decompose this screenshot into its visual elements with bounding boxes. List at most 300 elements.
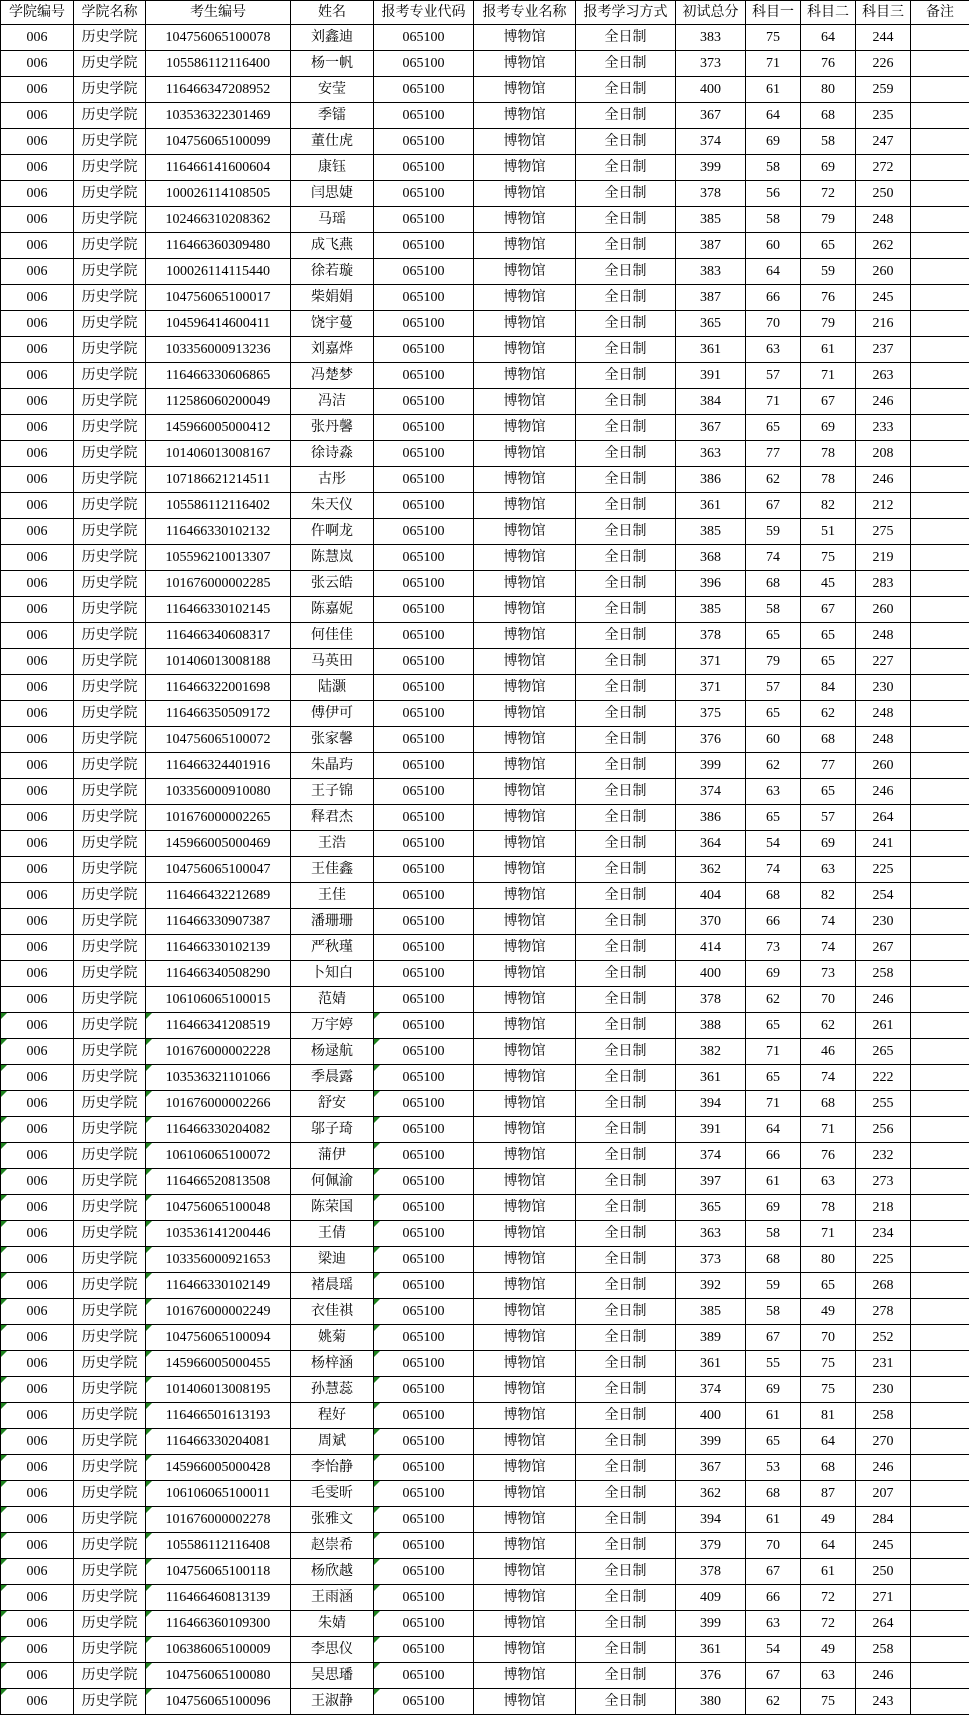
cell-name[interactable]: 范婧: [291, 987, 374, 1013]
cell-subject1[interactable]: 62: [746, 987, 801, 1013]
cell-subject1[interactable]: 79: [746, 649, 801, 675]
cell-college_name[interactable]: 历史学院: [74, 1117, 146, 1143]
cell-name[interactable]: 杨逯航: [291, 1039, 374, 1065]
cell-candidate_no[interactable]: 101406013008188: [146, 649, 291, 675]
cell-remark[interactable]: [911, 1247, 969, 1273]
cell-total[interactable]: 385: [676, 597, 746, 623]
cell-college_code[interactable]: 006: [1, 1247, 74, 1273]
cell-major_code[interactable]: 065100: [374, 1481, 474, 1507]
cell-college_code[interactable]: 006: [1, 363, 74, 389]
cell-major_name[interactable]: 博物馆: [474, 467, 576, 493]
cell-major_code[interactable]: 065100: [374, 337, 474, 363]
cell-name[interactable]: 古彤: [291, 467, 374, 493]
cell-major_code[interactable]: 065100: [374, 1247, 474, 1273]
cell-subject3[interactable]: 265: [856, 1039, 911, 1065]
cell-subject2[interactable]: 68: [801, 1455, 856, 1481]
cell-remark[interactable]: [911, 415, 969, 441]
cell-college_code[interactable]: 006: [1, 1117, 74, 1143]
cell-candidate_no[interactable]: 106106065100072: [146, 1143, 291, 1169]
cell-candidate_no[interactable]: 116466341208519: [146, 1013, 291, 1039]
cell-study_mode[interactable]: 全日制: [576, 1533, 676, 1559]
cell-subject1[interactable]: 64: [746, 103, 801, 129]
cell-name[interactable]: 饶宇蔓: [291, 311, 374, 337]
cell-major_code[interactable]: 065100: [374, 363, 474, 389]
cell-major_name[interactable]: 博物馆: [474, 389, 576, 415]
cell-college_code[interactable]: 006: [1, 25, 74, 51]
cell-subject2[interactable]: 79: [801, 311, 856, 337]
cell-subject2[interactable]: 62: [801, 1013, 856, 1039]
cell-subject3[interactable]: 232: [856, 1143, 911, 1169]
cell-candidate_no[interactable]: 103356000910080: [146, 779, 291, 805]
cell-candidate_no[interactable]: 145966005000469: [146, 831, 291, 857]
cell-candidate_no[interactable]: 106386065100009: [146, 1637, 291, 1663]
cell-college_code[interactable]: 006: [1, 1611, 74, 1637]
cell-subject3[interactable]: 256: [856, 1117, 911, 1143]
cell-major_name[interactable]: 博物馆: [474, 233, 576, 259]
cell-subject1[interactable]: 65: [746, 1065, 801, 1091]
cell-college_code[interactable]: 006: [1, 207, 74, 233]
cell-major_code[interactable]: 065100: [374, 233, 474, 259]
cell-major_name[interactable]: 博物馆: [474, 51, 576, 77]
cell-major_code[interactable]: 065100: [374, 1013, 474, 1039]
cell-college_code[interactable]: 006: [1, 519, 74, 545]
cell-subject2[interactable]: 77: [801, 753, 856, 779]
cell-candidate_no[interactable]: 116466330102145: [146, 597, 291, 623]
cell-study_mode[interactable]: 全日制: [576, 285, 676, 311]
cell-name[interactable]: 刘鑫迪: [291, 25, 374, 51]
cell-college_code[interactable]: 006: [1, 1689, 74, 1715]
cell-study_mode[interactable]: 全日制: [576, 363, 676, 389]
cell-subject3[interactable]: 208: [856, 441, 911, 467]
cell-remark[interactable]: [911, 441, 969, 467]
cell-subject2[interactable]: 59: [801, 259, 856, 285]
cell-college_code[interactable]: 006: [1, 623, 74, 649]
cell-study_mode[interactable]: 全日制: [576, 675, 676, 701]
cell-subject1[interactable]: 71: [746, 389, 801, 415]
cell-name[interactable]: 梁迪: [291, 1247, 374, 1273]
cell-college_code[interactable]: 006: [1, 77, 74, 103]
cell-major_name[interactable]: 博物馆: [474, 1299, 576, 1325]
cell-study_mode[interactable]: 全日制: [576, 207, 676, 233]
cell-college_name[interactable]: 历史学院: [74, 311, 146, 337]
cell-candidate_no[interactable]: 105596210013307: [146, 545, 291, 571]
cell-total[interactable]: 400: [676, 77, 746, 103]
cell-candidate_no[interactable]: 116466322001698: [146, 675, 291, 701]
cell-study_mode[interactable]: 全日制: [576, 155, 676, 181]
cell-college_name[interactable]: 历史学院: [74, 1507, 146, 1533]
cell-major_code[interactable]: 065100: [374, 1663, 474, 1689]
cell-major_code[interactable]: 065100: [374, 883, 474, 909]
cell-subject2[interactable]: 58: [801, 129, 856, 155]
cell-subject3[interactable]: 246: [856, 1455, 911, 1481]
cell-total[interactable]: 361: [676, 337, 746, 363]
cell-name[interactable]: 徐诗淼: [291, 441, 374, 467]
cell-subject1[interactable]: 60: [746, 233, 801, 259]
cell-subject3[interactable]: 252: [856, 1325, 911, 1351]
cell-subject3[interactable]: 258: [856, 1637, 911, 1663]
cell-total[interactable]: 391: [676, 363, 746, 389]
cell-college_code[interactable]: 006: [1, 155, 74, 181]
cell-subject1[interactable]: 69: [746, 1195, 801, 1221]
cell-remark[interactable]: [911, 935, 969, 961]
cell-subject2[interactable]: 80: [801, 1247, 856, 1273]
cell-name[interactable]: 褚晨瑶: [291, 1273, 374, 1299]
cell-study_mode[interactable]: 全日制: [576, 441, 676, 467]
cell-study_mode[interactable]: 全日制: [576, 1689, 676, 1715]
cell-subject3[interactable]: 230: [856, 675, 911, 701]
cell-candidate_no[interactable]: 100026114115440: [146, 259, 291, 285]
cell-study_mode[interactable]: 全日制: [576, 1039, 676, 1065]
cell-subject3[interactable]: 219: [856, 545, 911, 571]
cell-total[interactable]: 365: [676, 311, 746, 337]
cell-study_mode[interactable]: 全日制: [576, 1559, 676, 1585]
cell-college_code[interactable]: 006: [1, 285, 74, 311]
cell-subject2[interactable]: 46: [801, 1039, 856, 1065]
cell-major_code[interactable]: 065100: [374, 1611, 474, 1637]
cell-college_name[interactable]: 历史学院: [74, 1611, 146, 1637]
cell-subject2[interactable]: 76: [801, 285, 856, 311]
cell-major_name[interactable]: 博物馆: [474, 909, 576, 935]
cell-subject1[interactable]: 55: [746, 1351, 801, 1377]
cell-college_name[interactable]: 历史学院: [74, 1221, 146, 1247]
cell-subject3[interactable]: 248: [856, 727, 911, 753]
cell-study_mode[interactable]: 全日制: [576, 233, 676, 259]
cell-name[interactable]: 傅伊可: [291, 701, 374, 727]
cell-college_code[interactable]: 006: [1, 233, 74, 259]
cell-subject1[interactable]: 67: [746, 1663, 801, 1689]
cell-major_code[interactable]: 065100: [374, 311, 474, 337]
cell-college_code[interactable]: 006: [1, 51, 74, 77]
cell-subject3[interactable]: 271: [856, 1585, 911, 1611]
cell-study_mode[interactable]: 全日制: [576, 805, 676, 831]
column-header-college_name[interactable]: 学院名称: [74, 1, 146, 25]
cell-total[interactable]: 374: [676, 779, 746, 805]
cell-study_mode[interactable]: 全日制: [576, 857, 676, 883]
cell-remark[interactable]: [911, 987, 969, 1013]
cell-remark[interactable]: [911, 285, 969, 311]
cell-remark[interactable]: [911, 1403, 969, 1429]
cell-total[interactable]: 385: [676, 519, 746, 545]
cell-subject1[interactable]: 53: [746, 1455, 801, 1481]
cell-subject2[interactable]: 82: [801, 493, 856, 519]
cell-college_code[interactable]: 006: [1, 857, 74, 883]
cell-college_code[interactable]: 006: [1, 1299, 74, 1325]
cell-major_code[interactable]: 065100: [374, 571, 474, 597]
cell-remark[interactable]: [911, 753, 969, 779]
cell-subject2[interactable]: 82: [801, 883, 856, 909]
cell-study_mode[interactable]: 全日制: [576, 1247, 676, 1273]
cell-study_mode[interactable]: 全日制: [576, 1663, 676, 1689]
cell-subject2[interactable]: 49: [801, 1507, 856, 1533]
cell-subject3[interactable]: 272: [856, 155, 911, 181]
cell-major_code[interactable]: 065100: [374, 1403, 474, 1429]
cell-college_code[interactable]: 006: [1, 467, 74, 493]
cell-subject2[interactable]: 84: [801, 675, 856, 701]
cell-name[interactable]: 舒安: [291, 1091, 374, 1117]
cell-subject2[interactable]: 51: [801, 519, 856, 545]
cell-remark[interactable]: [911, 103, 969, 129]
cell-subject2[interactable]: 74: [801, 935, 856, 961]
cell-study_mode[interactable]: 全日制: [576, 181, 676, 207]
cell-study_mode[interactable]: 全日制: [576, 389, 676, 415]
cell-college_name[interactable]: 历史学院: [74, 1455, 146, 1481]
cell-subject1[interactable]: 65: [746, 1013, 801, 1039]
cell-name[interactable]: 柴娟娟: [291, 285, 374, 311]
column-header-study_mode[interactable]: 报考学习方式: [576, 1, 676, 25]
cell-college_code[interactable]: 006: [1, 1065, 74, 1091]
cell-subject3[interactable]: 212: [856, 493, 911, 519]
cell-total[interactable]: 386: [676, 805, 746, 831]
cell-study_mode[interactable]: 全日制: [576, 1143, 676, 1169]
cell-total[interactable]: 396: [676, 571, 746, 597]
cell-subject2[interactable]: 61: [801, 337, 856, 363]
cell-subject2[interactable]: 49: [801, 1299, 856, 1325]
cell-subject2[interactable]: 64: [801, 1429, 856, 1455]
cell-major_code[interactable]: 065100: [374, 857, 474, 883]
cell-college_name[interactable]: 历史学院: [74, 805, 146, 831]
cell-remark[interactable]: [911, 649, 969, 675]
cell-subject2[interactable]: 68: [801, 1091, 856, 1117]
cell-study_mode[interactable]: 全日制: [576, 1091, 676, 1117]
cell-name[interactable]: 王佳: [291, 883, 374, 909]
cell-subject3[interactable]: 243: [856, 1689, 911, 1715]
cell-college_code[interactable]: 006: [1, 1143, 74, 1169]
cell-subject3[interactable]: 273: [856, 1169, 911, 1195]
cell-major_code[interactable]: 065100: [374, 1169, 474, 1195]
cell-subject1[interactable]: 68: [746, 1247, 801, 1273]
cell-remark[interactable]: [911, 259, 969, 285]
cell-subject2[interactable]: 78: [801, 467, 856, 493]
cell-major_name[interactable]: 博物馆: [474, 727, 576, 753]
cell-major_code[interactable]: 065100: [374, 649, 474, 675]
cell-major_code[interactable]: 065100: [374, 389, 474, 415]
cell-total[interactable]: 385: [676, 207, 746, 233]
cell-remark[interactable]: [911, 1013, 969, 1039]
cell-name[interactable]: 何佩渝: [291, 1169, 374, 1195]
cell-college_name[interactable]: 历史学院: [74, 259, 146, 285]
cell-major_name[interactable]: 博物馆: [474, 129, 576, 155]
cell-candidate_no[interactable]: 116466340508290: [146, 961, 291, 987]
cell-remark[interactable]: [911, 233, 969, 259]
cell-candidate_no[interactable]: 116466520813508: [146, 1169, 291, 1195]
cell-subject3[interactable]: 258: [856, 1403, 911, 1429]
cell-subject3[interactable]: 260: [856, 753, 911, 779]
cell-college_code[interactable]: 006: [1, 779, 74, 805]
cell-subject1[interactable]: 68: [746, 571, 801, 597]
cell-remark[interactable]: [911, 1169, 969, 1195]
cell-subject2[interactable]: 69: [801, 155, 856, 181]
cell-college_name[interactable]: 历史学院: [74, 857, 146, 883]
column-header-subject2[interactable]: 科目二: [801, 1, 856, 25]
cell-remark[interactable]: [911, 779, 969, 805]
cell-remark[interactable]: [911, 1585, 969, 1611]
cell-candidate_no[interactable]: 101676000002228: [146, 1039, 291, 1065]
cell-candidate_no[interactable]: 116466330204081: [146, 1429, 291, 1455]
cell-remark[interactable]: [911, 857, 969, 883]
cell-college_name[interactable]: 历史学院: [74, 675, 146, 701]
cell-college_name[interactable]: 历史学院: [74, 1533, 146, 1559]
cell-major_code[interactable]: 065100: [374, 103, 474, 129]
cell-total[interactable]: 400: [676, 1403, 746, 1429]
cell-college_code[interactable]: 006: [1, 1533, 74, 1559]
cell-major_code[interactable]: 065100: [374, 441, 474, 467]
cell-candidate_no[interactable]: 116466360109300: [146, 1611, 291, 1637]
cell-candidate_no[interactable]: 101406013008167: [146, 441, 291, 467]
cell-candidate_no[interactable]: 101676000002265: [146, 805, 291, 831]
cell-study_mode[interactable]: 全日制: [576, 987, 676, 1013]
cell-college_code[interactable]: 006: [1, 545, 74, 571]
cell-college_code[interactable]: 006: [1, 259, 74, 285]
cell-remark[interactable]: [911, 1429, 969, 1455]
column-header-remark[interactable]: 备注: [911, 1, 969, 25]
cell-subject3[interactable]: 259: [856, 77, 911, 103]
cell-total[interactable]: 383: [676, 25, 746, 51]
cell-total[interactable]: 397: [676, 1169, 746, 1195]
cell-subject3[interactable]: 264: [856, 805, 911, 831]
cell-subject2[interactable]: 74: [801, 909, 856, 935]
cell-candidate_no[interactable]: 116466330102149: [146, 1273, 291, 1299]
cell-candidate_no[interactable]: 116466432212689: [146, 883, 291, 909]
cell-major_name[interactable]: 博物馆: [474, 1637, 576, 1663]
cell-subject1[interactable]: 58: [746, 597, 801, 623]
cell-total[interactable]: 391: [676, 1117, 746, 1143]
cell-study_mode[interactable]: 全日制: [576, 935, 676, 961]
cell-name[interactable]: 姚菊: [291, 1325, 374, 1351]
cell-total[interactable]: 374: [676, 1377, 746, 1403]
cell-major_name[interactable]: 博物馆: [474, 363, 576, 389]
cell-study_mode[interactable]: 全日制: [576, 1273, 676, 1299]
cell-subject1[interactable]: 61: [746, 1507, 801, 1533]
cell-major_code[interactable]: 065100: [374, 25, 474, 51]
cell-major_name[interactable]: 博物馆: [474, 311, 576, 337]
cell-study_mode[interactable]: 全日制: [576, 1377, 676, 1403]
cell-total[interactable]: 414: [676, 935, 746, 961]
cell-candidate_no[interactable]: 107186621214511: [146, 467, 291, 493]
cell-study_mode[interactable]: 全日制: [576, 1169, 676, 1195]
cell-study_mode[interactable]: 全日制: [576, 337, 676, 363]
cell-subject1[interactable]: 66: [746, 285, 801, 311]
cell-remark[interactable]: [911, 571, 969, 597]
cell-total[interactable]: 394: [676, 1091, 746, 1117]
cell-subject2[interactable]: 45: [801, 571, 856, 597]
cell-total[interactable]: 362: [676, 857, 746, 883]
cell-major_code[interactable]: 065100: [374, 493, 474, 519]
cell-major_name[interactable]: 博物馆: [474, 1507, 576, 1533]
cell-subject3[interactable]: 231: [856, 1351, 911, 1377]
cell-college_name[interactable]: 历史学院: [74, 623, 146, 649]
cell-college_name[interactable]: 历史学院: [74, 831, 146, 857]
cell-name[interactable]: 李思仪: [291, 1637, 374, 1663]
cell-college_name[interactable]: 历史学院: [74, 1377, 146, 1403]
cell-college_code[interactable]: 006: [1, 675, 74, 701]
cell-study_mode[interactable]: 全日制: [576, 779, 676, 805]
cell-major_name[interactable]: 博物馆: [474, 1351, 576, 1377]
cell-college_name[interactable]: 历史学院: [74, 1143, 146, 1169]
cell-subject3[interactable]: 270: [856, 1429, 911, 1455]
cell-candidate_no[interactable]: 104756065100078: [146, 25, 291, 51]
cell-major_name[interactable]: 博物馆: [474, 1195, 576, 1221]
cell-subject1[interactable]: 74: [746, 545, 801, 571]
cell-name[interactable]: 何佳佳: [291, 623, 374, 649]
cell-subject3[interactable]: 258: [856, 961, 911, 987]
cell-major_code[interactable]: 065100: [374, 1455, 474, 1481]
cell-name[interactable]: 季镭: [291, 103, 374, 129]
cell-candidate_no[interactable]: 106106065100011: [146, 1481, 291, 1507]
cell-subject3[interactable]: 246: [856, 779, 911, 805]
cell-total[interactable]: 399: [676, 1611, 746, 1637]
cell-subject3[interactable]: 267: [856, 935, 911, 961]
cell-subject3[interactable]: 245: [856, 285, 911, 311]
cell-college_code[interactable]: 006: [1, 987, 74, 1013]
cell-name[interactable]: 徐若璇: [291, 259, 374, 285]
cell-college_name[interactable]: 历史学院: [74, 1195, 146, 1221]
cell-name[interactable]: 冯楚梦: [291, 363, 374, 389]
cell-major_code[interactable]: 065100: [374, 597, 474, 623]
cell-subject3[interactable]: 234: [856, 1221, 911, 1247]
cell-study_mode[interactable]: 全日制: [576, 1481, 676, 1507]
cell-total[interactable]: 361: [676, 493, 746, 519]
cell-total[interactable]: 374: [676, 129, 746, 155]
cell-college_name[interactable]: 历史学院: [74, 1039, 146, 1065]
cell-major_code[interactable]: 065100: [374, 701, 474, 727]
cell-name[interactable]: 程好: [291, 1403, 374, 1429]
cell-candidate_no[interactable]: 104756065100072: [146, 727, 291, 753]
cell-study_mode[interactable]: 全日制: [576, 753, 676, 779]
cell-total[interactable]: 384: [676, 389, 746, 415]
cell-name[interactable]: 董仕虎: [291, 129, 374, 155]
cell-subject2[interactable]: 63: [801, 857, 856, 883]
cell-study_mode[interactable]: 全日制: [576, 1013, 676, 1039]
cell-candidate_no[interactable]: 103356000921653: [146, 1247, 291, 1273]
cell-name[interactable]: 季晨露: [291, 1065, 374, 1091]
cell-subject3[interactable]: 225: [856, 857, 911, 883]
cell-study_mode[interactable]: 全日制: [576, 571, 676, 597]
cell-major_name[interactable]: 博物馆: [474, 779, 576, 805]
cell-major_name[interactable]: 博物馆: [474, 1039, 576, 1065]
cell-study_mode[interactable]: 全日制: [576, 883, 676, 909]
cell-college_code[interactable]: 006: [1, 441, 74, 467]
cell-major_name[interactable]: 博物馆: [474, 493, 576, 519]
cell-college_name[interactable]: 历史学院: [74, 1299, 146, 1325]
cell-subject1[interactable]: 70: [746, 1533, 801, 1559]
cell-college_name[interactable]: 历史学院: [74, 493, 146, 519]
cell-college_name[interactable]: 历史学院: [74, 1559, 146, 1585]
cell-remark[interactable]: [911, 805, 969, 831]
cell-subject3[interactable]: 264: [856, 1611, 911, 1637]
cell-total[interactable]: 387: [676, 233, 746, 259]
cell-study_mode[interactable]: 全日制: [576, 1299, 676, 1325]
cell-total[interactable]: 394: [676, 1507, 746, 1533]
cell-subject2[interactable]: 67: [801, 597, 856, 623]
cell-college_code[interactable]: 006: [1, 1377, 74, 1403]
cell-remark[interactable]: [911, 337, 969, 363]
cell-subject3[interactable]: 283: [856, 571, 911, 597]
cell-major_name[interactable]: 博物馆: [474, 1533, 576, 1559]
cell-remark[interactable]: [911, 961, 969, 987]
cell-total[interactable]: 378: [676, 987, 746, 1013]
cell-major_name[interactable]: 博物馆: [474, 831, 576, 857]
cell-subject2[interactable]: 67: [801, 389, 856, 415]
cell-remark[interactable]: [911, 1221, 969, 1247]
cell-major_name[interactable]: 博物馆: [474, 1247, 576, 1273]
cell-remark[interactable]: [911, 1039, 969, 1065]
cell-major_code[interactable]: 065100: [374, 909, 474, 935]
cell-subject2[interactable]: 65: [801, 1273, 856, 1299]
cell-study_mode[interactable]: 全日制: [576, 545, 676, 571]
cell-major_name[interactable]: 博物馆: [474, 77, 576, 103]
cell-candidate_no[interactable]: 116466330907387: [146, 909, 291, 935]
cell-college_name[interactable]: 历史学院: [74, 1065, 146, 1091]
